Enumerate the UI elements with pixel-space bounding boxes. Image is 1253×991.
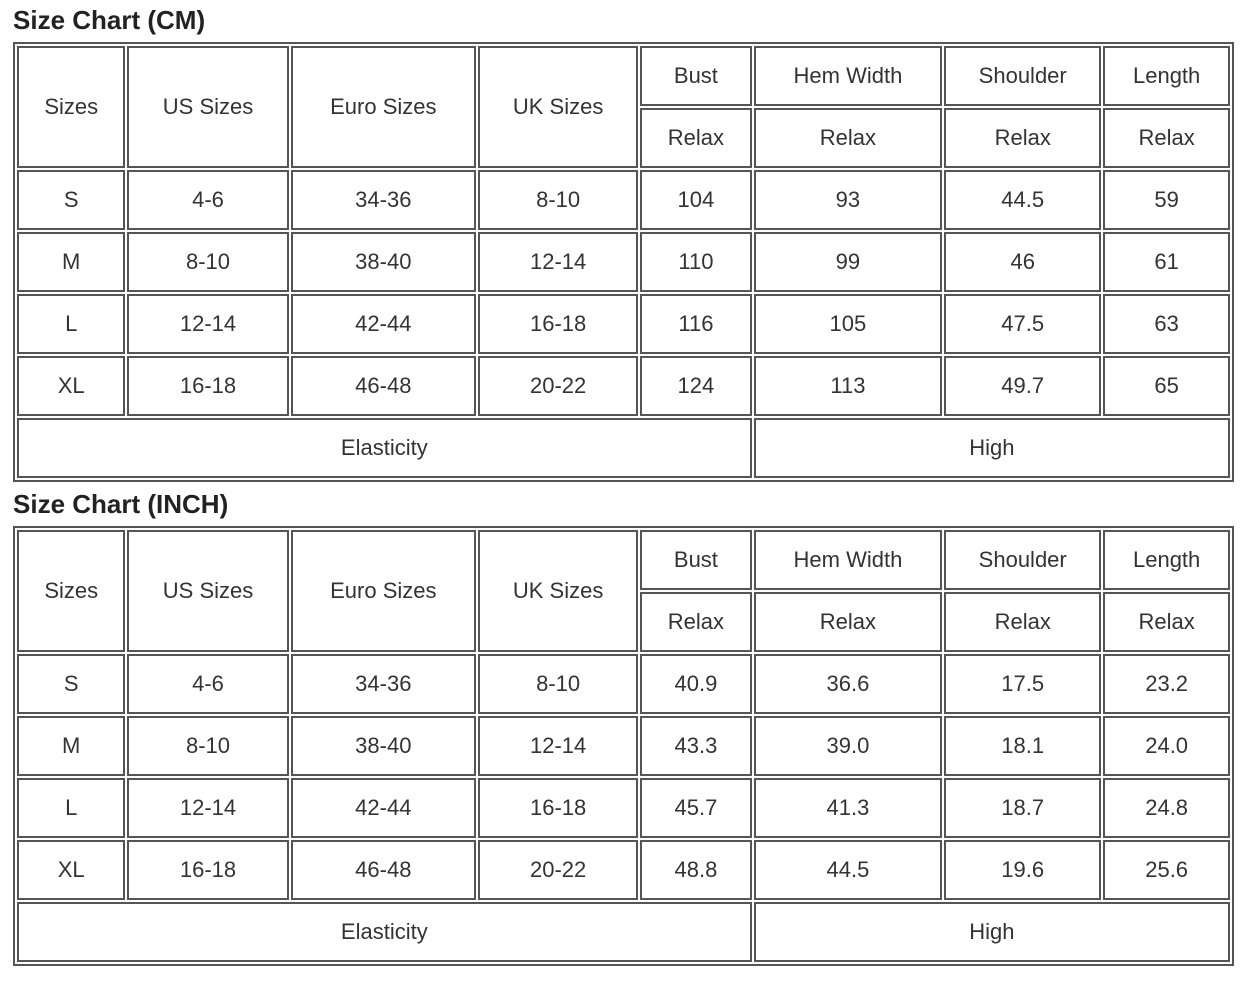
table-cell: 124 <box>640 356 751 416</box>
table-cell: 110 <box>640 232 751 292</box>
table-cell: 44.5 <box>944 170 1101 230</box>
elasticity-row <box>17 418 1230 478</box>
table-cell: L <box>17 778 125 838</box>
fit-cell: Relax <box>1103 108 1230 168</box>
size-table <box>13 42 1234 482</box>
table-row <box>17 716 1230 776</box>
table-cell: 4-6 <box>127 654 288 714</box>
table-cell: S <box>17 170 125 230</box>
table-cell: S <box>17 654 125 714</box>
table-cell: XL <box>17 356 125 416</box>
table-cell: 8-10 <box>127 232 288 292</box>
table-cell: 45.7 <box>640 778 751 838</box>
table-cell: 20-22 <box>478 840 638 900</box>
header-cell-euro-sizes: Euro Sizes <box>291 46 476 168</box>
table-cell: 39.0 <box>754 716 943 776</box>
table-cell: 43.3 <box>640 716 751 776</box>
table-cell: 4-6 <box>127 170 288 230</box>
table-cell: 105 <box>754 294 943 354</box>
header-cell-sizes: Sizes <box>17 530 125 652</box>
table-cell: 20-22 <box>478 356 638 416</box>
table-row <box>17 778 1230 838</box>
table-cell: 24.8 <box>1103 778 1230 838</box>
table-cell: 116 <box>640 294 751 354</box>
header-cell-bust: Bust <box>640 46 751 106</box>
table-cell: 16-18 <box>478 294 638 354</box>
header-cell-shoulder: Shoulder <box>944 46 1101 106</box>
table-cell: 41.3 <box>754 778 943 838</box>
table-cell: 65 <box>1103 356 1230 416</box>
table-cell: 99 <box>754 232 943 292</box>
table-cell: 42-44 <box>291 778 476 838</box>
table-cell: 93 <box>754 170 943 230</box>
table-cell: 46-48 <box>291 356 476 416</box>
table-cell: 17.5 <box>944 654 1101 714</box>
table-cell: 19.6 <box>944 840 1101 900</box>
table-cell: M <box>17 232 125 292</box>
table-row <box>17 232 1230 292</box>
table-row <box>17 170 1230 230</box>
table-cell: M <box>17 716 125 776</box>
header-cell-shoulder: Shoulder <box>944 530 1101 590</box>
table-cell: 16-18 <box>127 840 288 900</box>
table-cell: 24.0 <box>1103 716 1230 776</box>
header-cell-bust: Bust <box>640 530 751 590</box>
header-row <box>17 530 1230 590</box>
table-cell: 12-14 <box>478 716 638 776</box>
table-cell: 46 <box>944 232 1101 292</box>
size-chart-cm <box>13 6 1234 482</box>
table-cell: 63 <box>1103 294 1230 354</box>
table-cell: 25.6 <box>1103 840 1230 900</box>
table-cell: 8-10 <box>478 654 638 714</box>
fit-cell: Relax <box>1103 592 1230 652</box>
table-cell: 18.1 <box>944 716 1101 776</box>
chart-title: Size Chart (INCH) <box>13 489 229 519</box>
table-cell: 46-48 <box>291 840 476 900</box>
elasticity-value: High <box>754 418 1230 478</box>
elasticity-label: Elasticity <box>17 418 752 478</box>
size-chart-inch <box>13 490 1234 966</box>
header-cell-us-sizes: US Sizes <box>127 530 288 652</box>
header-cell-sizes: Sizes <box>17 46 125 168</box>
table-row <box>17 356 1230 416</box>
elasticity-value: High <box>754 902 1230 962</box>
fit-cell: Relax <box>754 108 943 168</box>
header-cell-hem-width: Hem Width <box>754 46 943 106</box>
table-cell: 48.8 <box>640 840 751 900</box>
header-cell-length: Length <box>1103 46 1230 106</box>
fit-cell: Relax <box>640 108 751 168</box>
table-cell: 47.5 <box>944 294 1101 354</box>
fit-cell: Relax <box>640 592 751 652</box>
fit-cell: Relax <box>944 108 1101 168</box>
table-cell: 36.6 <box>754 654 943 714</box>
table-cell: 38-40 <box>291 716 476 776</box>
table-cell: 12-14 <box>127 294 288 354</box>
header-cell-uk-sizes: UK Sizes <box>478 46 638 168</box>
table-cell: 12-14 <box>478 232 638 292</box>
table-cell: 44.5 <box>754 840 943 900</box>
table-cell: 40.9 <box>640 654 751 714</box>
fit-cell: Relax <box>944 592 1101 652</box>
table-cell: 104 <box>640 170 751 230</box>
header-cell-length: Length <box>1103 530 1230 590</box>
elasticity-label: Elasticity <box>17 902 752 962</box>
table-cell: XL <box>17 840 125 900</box>
size-table <box>13 526 1234 966</box>
table-cell: 16-18 <box>127 356 288 416</box>
table-row <box>17 294 1230 354</box>
table-cell: 34-36 <box>291 170 476 230</box>
table-cell: 59 <box>1103 170 1230 230</box>
header-cell-us-sizes: US Sizes <box>127 46 288 168</box>
table-cell: 12-14 <box>127 778 288 838</box>
table-cell: 8-10 <box>127 716 288 776</box>
table-cell: 61 <box>1103 232 1230 292</box>
table-cell: 34-36 <box>291 654 476 714</box>
table-cell: 42-44 <box>291 294 476 354</box>
table-cell: 8-10 <box>478 170 638 230</box>
header-cell-hem-width: Hem Width <box>754 530 943 590</box>
chart-title: Size Chart (CM) <box>13 5 206 35</box>
table-cell: 49.7 <box>944 356 1101 416</box>
header-cell-uk-sizes: UK Sizes <box>478 530 638 652</box>
table-cell: L <box>17 294 125 354</box>
header-row <box>17 46 1230 106</box>
table-row <box>17 840 1230 900</box>
fit-cell: Relax <box>754 592 943 652</box>
table-row <box>17 654 1230 714</box>
table-cell: 38-40 <box>291 232 476 292</box>
elasticity-row <box>17 902 1230 962</box>
table-cell: 16-18 <box>478 778 638 838</box>
table-cell: 113 <box>754 356 943 416</box>
table-cell: 18.7 <box>944 778 1101 838</box>
header-cell-euro-sizes: Euro Sizes <box>291 530 476 652</box>
table-cell: 23.2 <box>1103 654 1230 714</box>
